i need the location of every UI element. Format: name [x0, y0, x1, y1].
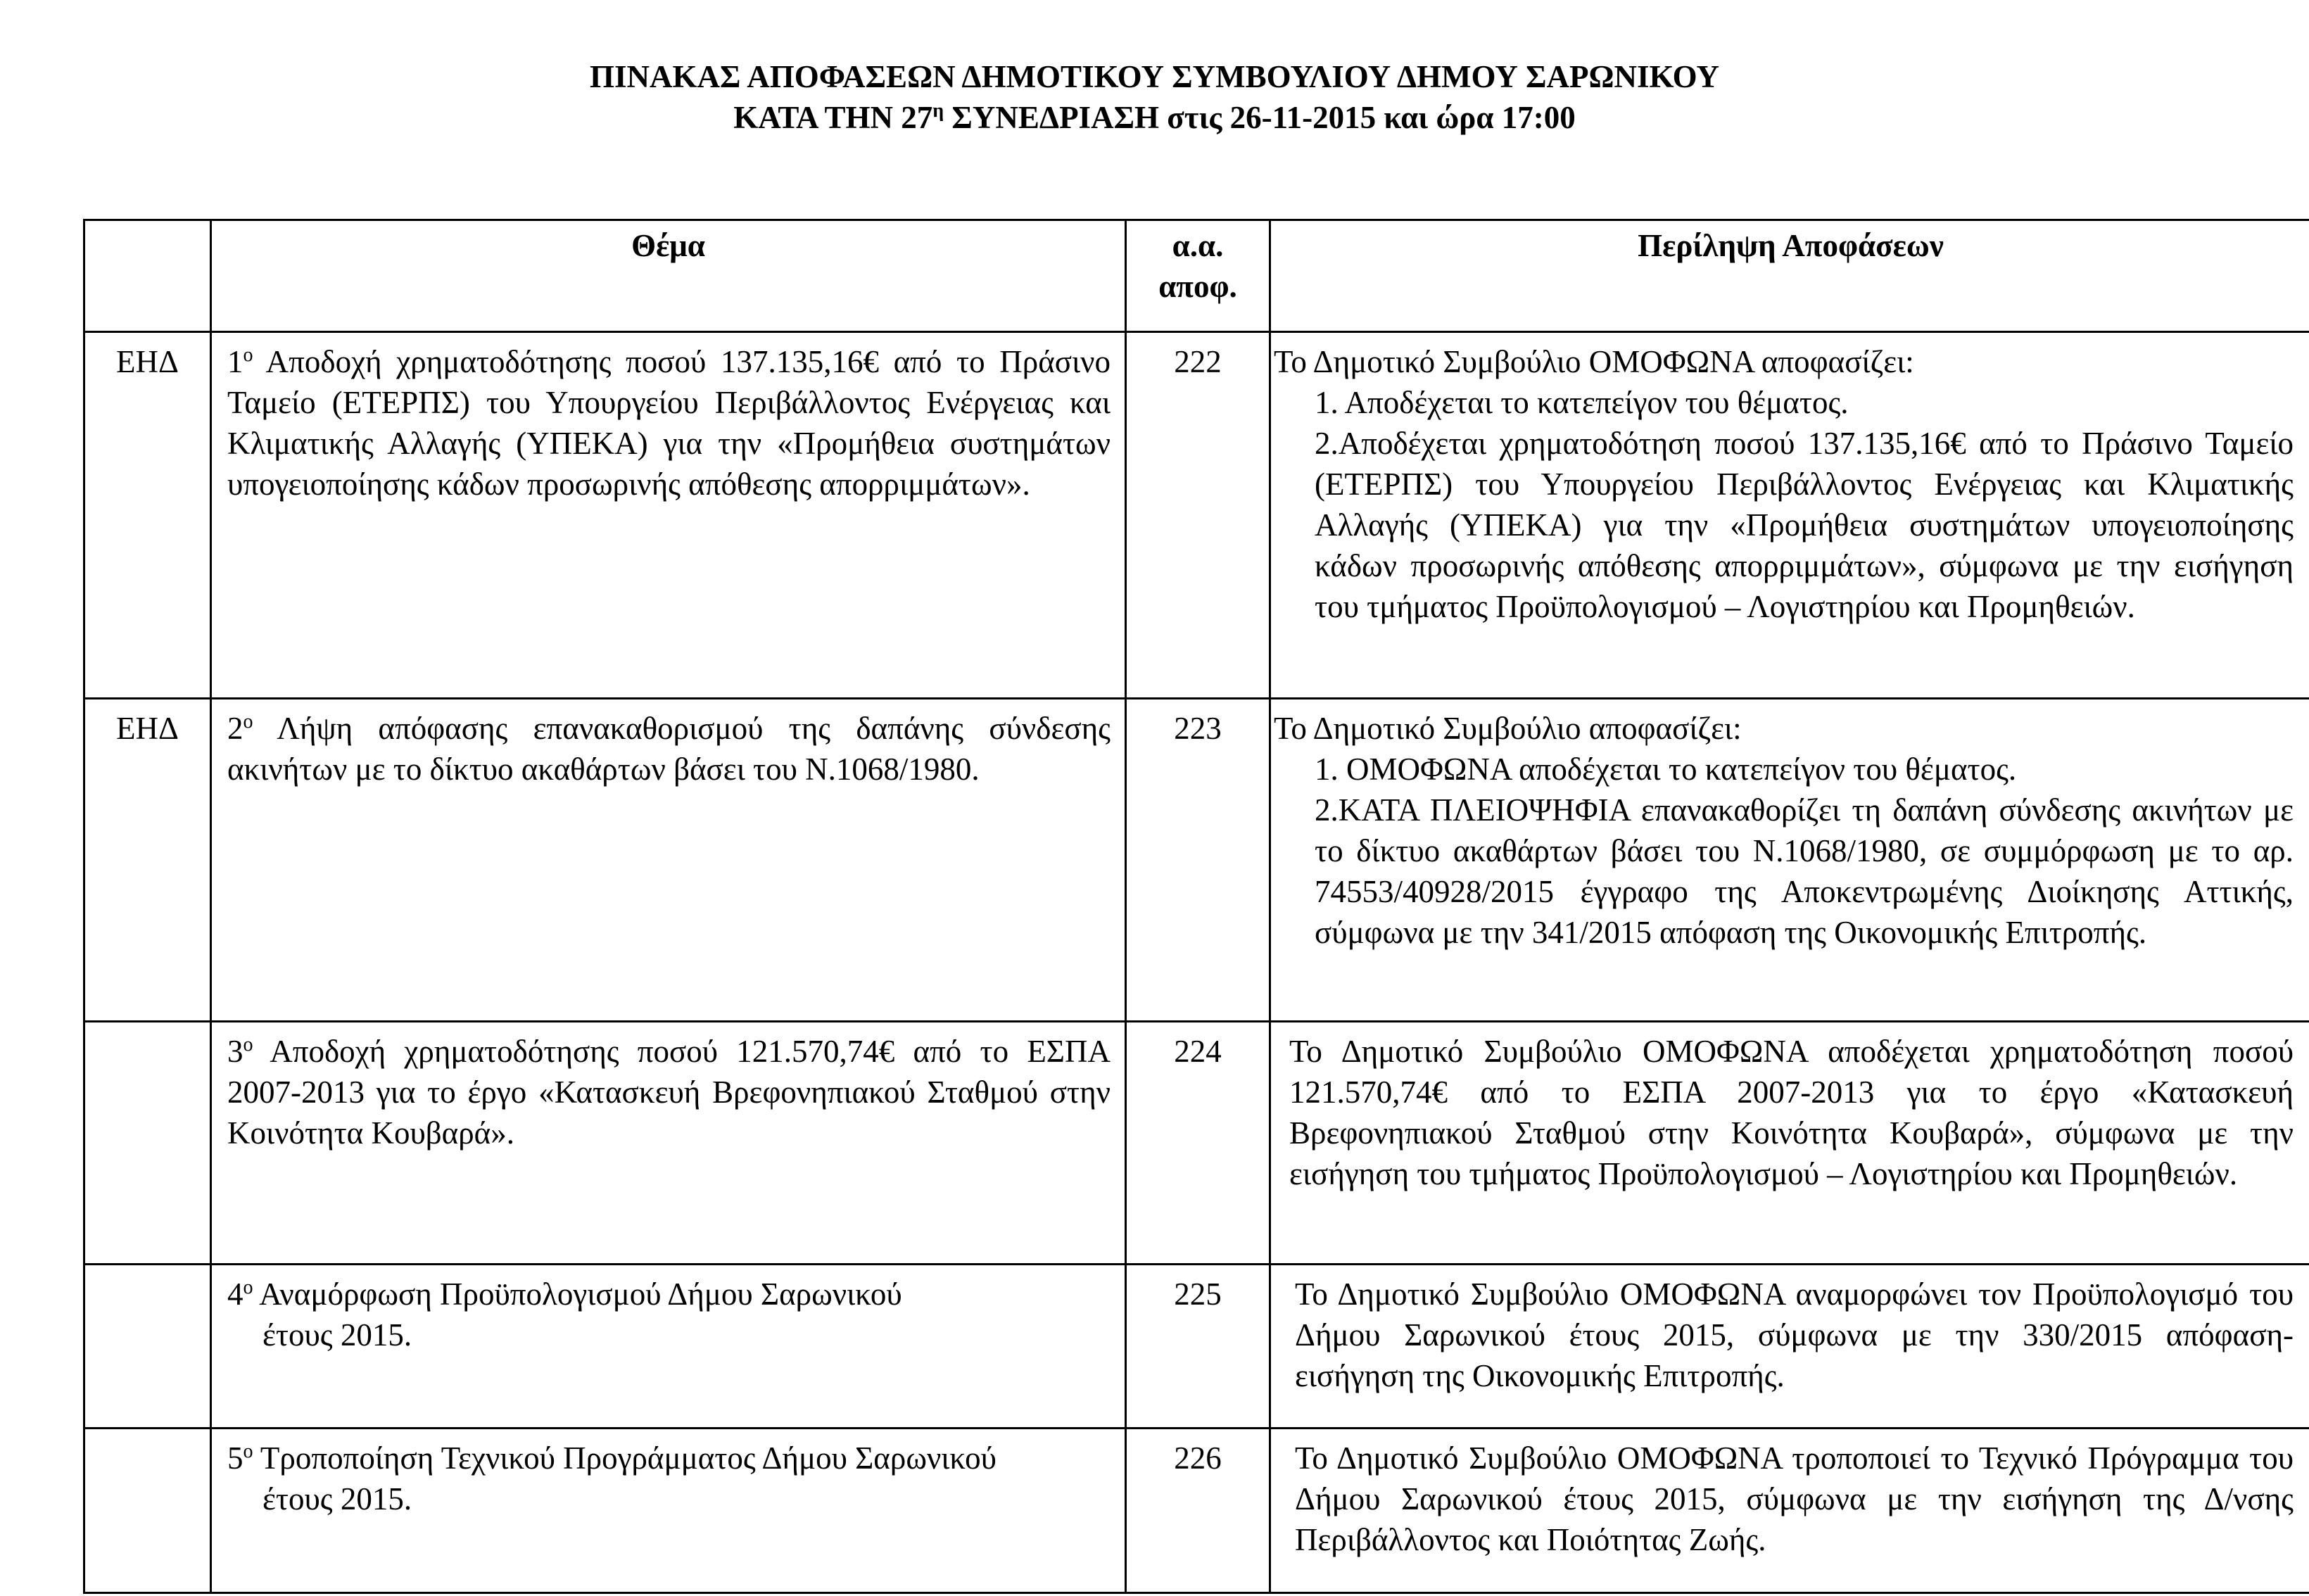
table-row — [84, 332, 2309, 699]
header-topic: Θέμα — [211, 220, 1126, 332]
row-tag — [84, 1265, 211, 1429]
row-topic: $1^o$ Αποδοχή χρηματοδότησης ποσού 137.135,16€ από το Πράσινο Ταμείο (ΕΤΕΡΠΣ) του Υπουργείου Περιβάλλοντος Ενέργειας και Κλιματικής Αλλαγής (ΥΠΕΚΑ) για την «Προμήθεια συστημάτων υπογειοποίησης κάδων προσωρινής απόθεσης απορριμμάτων». — [211, 332, 1126, 699]
row-tag: ΕΗΔ — [84, 332, 211, 699]
row-decision-number: 223 — [1126, 699, 1270, 1022]
table-row — [84, 699, 2309, 1022]
table-row — [84, 1022, 2309, 1265]
table-header-row — [84, 220, 2309, 332]
row-decision-number: 222 — [1126, 332, 1270, 699]
summary-lead: Το Δημοτικό Συμβούλιο αποφασίζει: — [1274, 711, 1742, 746]
row-summary — [1270, 1265, 2309, 1429]
session-date-time: ΣΥΝΕΔΡΙΑΣΗ στις 26-11-2015 και ώρα 17:00 — [944, 100, 1576, 135]
table-row — [84, 1265, 2309, 1429]
header-decision-number: α.α. αποφ. — [1126, 220, 1270, 332]
row-tag — [84, 1022, 211, 1265]
row-tag: ΕΗΔ — [84, 699, 211, 1022]
summary-item: 2.ΚΑΤΑ ΠΛΕΙΟΨΗΦΙΑ επανακαθορίζει τη δαπάνη σύνδεσης ακινήτων με το δίκτυο ακαθάρτων βάσει του Ν.1068/1980, σε συμμόρφωση με το αρ. 74553/40928/2015 έγγραφο της Αποκεντρωμένης Διοίκησης Αττικής, σύμφωνα με την 341/2015 απόφαση της Οικονομικής Επιτροπής. — [1315, 792, 2294, 950]
session-label: ΚΑΤΑ ΤΗΝ 27 — [733, 100, 933, 135]
row-decision-number: 224 — [1126, 1022, 1270, 1265]
row-tag — [84, 1429, 211, 1593]
header-tag — [84, 220, 211, 332]
document-title — [0, 56, 2309, 97]
summary-item: 1. Αποδέχεται το κατεπείγον του θέματος. — [1315, 385, 1849, 420]
row-decision-number: 225 — [1126, 1265, 1270, 1429]
row-summary — [1270, 332, 2309, 699]
document-title-line1: ΠΙΝΑΚΑΣ ΑΠΟΦΑΣΕΩΝ ΔΗΜΟΤΙΚΟΥ ΣΥΜΒΟΥΛΙΟΥ ΔΗΜΟΥ ΣΑΡΩΝΙΚΟΥ — [590, 59, 1719, 94]
summary-text: Το Δημοτικό Συμβούλιο ΟΜΟΦΩΝΑ αποδέχεται χρηματοδότηση ποσού 121.570,74€ από το ΕΣΠΑ 2007-2013 για το έργο «Κατασκευή Βρεφονηπιακού Σταθμού στην Κοινότητα Κουβαρά», σύμφωνα με την εισήγηση του τμήματος Προϋπολογισμού – Λογιστηρίου και Προμηθειών. — [1289, 1034, 2294, 1191]
row-topic: $2^o$ Λήψη απόφασης επανακαθορισμού της δαπάνης σύνδεσης ακινήτων με το δίκτυο ακαθάρτων βάσει του Ν.1068/1980. — [211, 699, 1126, 1022]
row-topic: $4^o$ Αναμόρφωση Προϋπολογισμού Δήμου Σαρωνικού έτους 2015. — [211, 1265, 1126, 1429]
row-topic: $5^o$ Τροποποίηση Τεχνικού Προγράμματος Δήμου Σαρωνικού έτους 2015. — [211, 1429, 1126, 1593]
row-summary — [1270, 699, 2309, 1022]
summary-text: Το Δημοτικό Συμβούλιο ΟΜΟΦΩΝΑ αναμορφώνει τον Προϋπολογισμό του Δήμου Σαρωνικού έτους 2015, σύμφωνα με την 330/2015 απόφαση- εισήγηση της Οικονομικής Επιτροπής. — [1295, 1277, 2294, 1393]
row-decision-number: 226 — [1126, 1429, 1270, 1593]
row-summary — [1270, 1429, 2309, 1593]
row-summary — [1270, 1022, 2309, 1265]
decisions-table — [83, 219, 2309, 1594]
table-row — [84, 1429, 2309, 1593]
summary-lead: Το Δημοτικό Συμβούλιο ΟΜΟΦΩΝΑ αποφασίζει: — [1274, 344, 1914, 379]
session-ordinal-suffix: η — [932, 100, 944, 122]
header-summary: Περίληψη Αποφάσεων — [1270, 220, 2309, 332]
document-subtitle — [0, 97, 2309, 138]
summary-item: 2.Αποδέχεται χρηματοδότηση ποσού 137.135,16€ από το Πράσινο Ταμείο (ΕΤΕΡΠΣ) του Υπουργείου Περιβάλλοντος Ενέργειας και Κλιματικής Αλλαγής (ΥΠΕΚΑ) για την «Προμήθεια συστημάτων υπογειοποίησης κάδων προσωρινής απόθεσης απορριμμάτων», σύμφωνα με την εισήγηση του τμήματος Προϋπολογισμού – Λογιστηρίου και Προμηθειών. — [1315, 426, 2294, 624]
row-topic: $3^o$ Αποδοχή χρηματοδότησης ποσού 121.570,74€ από το ΕΣΠΑ 2007-2013 για το έργο «Κατασκευή Βρεφονηπιακού Σταθμού στην Κοινότητα Κουβαρά». — [211, 1022, 1126, 1265]
summary-item: 1. ΟΜΟΦΩΝΑ αποδέχεται το κατεπείγον του θέματος. — [1315, 752, 2017, 787]
summary-text: Το Δημοτικό Συμβούλιο ΟΜΟΦΩΝΑ τροποποιεί το Τεχνικό Πρόγραμμα του Δήμου Σαρωνικού έτους 2015, σύμφωνα με την εισήγηση της Δ/νσης Περιβάλλοντος και Ποιότητας Ζωής. — [1295, 1440, 2294, 1557]
